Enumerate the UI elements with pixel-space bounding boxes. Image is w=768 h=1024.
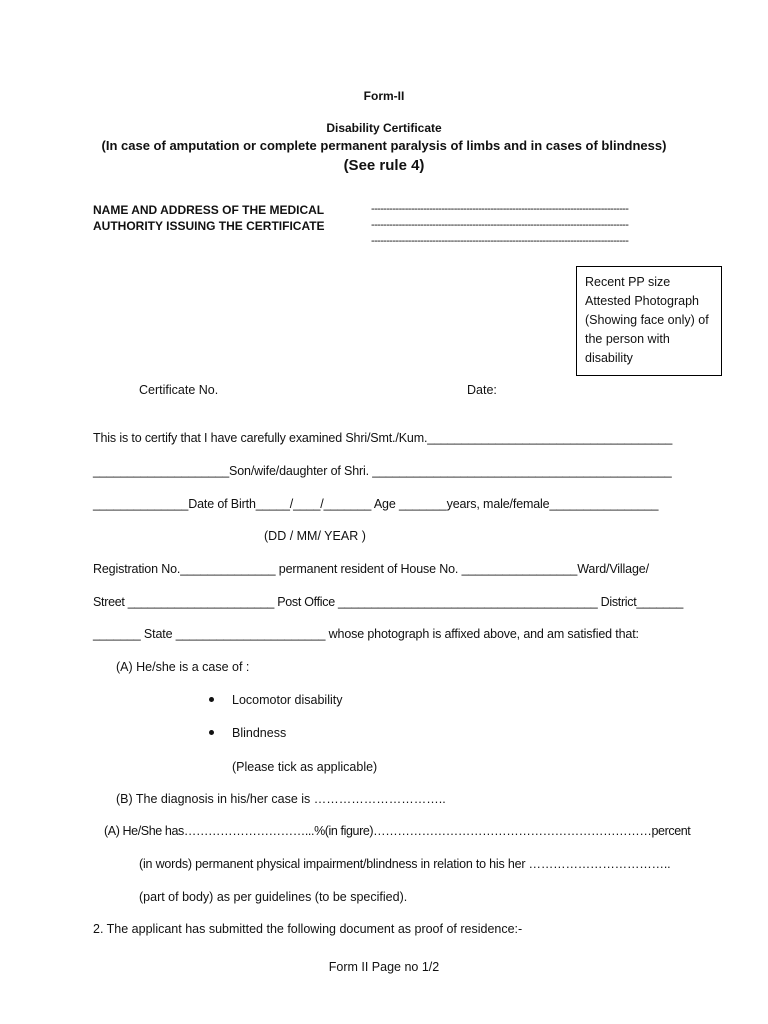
residence-proof-statement: 2. The applicant has submitted the following document as proof of residence:- (93, 922, 523, 936)
page-footer: Form II Page no 1/2 (328, 960, 440, 974)
date-label: Date: (467, 383, 497, 397)
photo-box-line: Attested Photograph (585, 294, 699, 308)
certificate-title: Disability Certificate (326, 121, 442, 135)
body-line-6: Street ______________________ Post Office _______________________________________ District_______ (93, 595, 683, 609)
section-a-heading: (A) He/she is a case of : (116, 660, 250, 674)
bullet-icon (209, 730, 214, 735)
body-line-5: Registration No.______________ permanent resident of House No. _________________Ward/Village/ (93, 562, 649, 576)
certificate-subtitle: (In case of amputation or complete permanent paralysis of limbs and in cases of blindness) (101, 138, 667, 153)
date-format-hint: (DD / MM/ YEAR ) (264, 529, 366, 543)
photo-box-line: disability (585, 351, 633, 365)
bullet-icon (209, 697, 214, 702)
impairment-line-2: (in words) permanent physical impairment/blindness in relation to his her …………………………….. (139, 857, 671, 871)
body-line-1: This is to certify that I have carefully examined Shri/Smt./Kum.____________________________________ (93, 431, 673, 445)
certificate-no-label: Certificate No. (139, 383, 219, 397)
photo-box-line: (Showing face only) of (585, 313, 709, 327)
impairment-line-1: (A) He/She has…………………………...%(in figure)……………………………………………………………percent (104, 824, 691, 838)
authority-label-1: NAME AND ADDRESS OF THE MEDICAL (93, 203, 325, 217)
body-line-3: ______________Date of Birth_____/____/_______ Age _______years, male/female________________ (93, 497, 659, 511)
body-line-2: ____________________Son/wife/daughter of Shri. ____________________________________________ (93, 464, 672, 478)
photo-box-line: the person with (585, 332, 670, 346)
option-blindness: Blindness (232, 726, 287, 740)
option-locomotor: Locomotor disability (232, 693, 343, 707)
authority-blank-line-2: ------------------------------------------------------------------------------------ (371, 219, 629, 231)
form-id: Form-II (363, 89, 405, 103)
section-b-heading: (B) The diagnosis in his/her case is ………………………….. (116, 792, 446, 806)
tick-note: (Please tick as applicable) (232, 760, 378, 774)
authority-blank-line-3: ------------------------------------------------------------------------------------ (371, 235, 629, 247)
body-line-7: _______ State ______________________ whose photograph is affixed above, and am satisfied that: (93, 627, 639, 641)
rule-reference: (See rule 4) (343, 157, 425, 174)
authority-blank-line-1: ------------------------------------------------------------------------------------ (371, 203, 629, 215)
authority-label-2: AUTHORITY ISSUING THE CERTIFICATE (93, 219, 325, 233)
photo-box-line: Recent PP size (585, 275, 671, 289)
photo-box (576, 266, 722, 376)
impairment-line-3: (part of body) as per guidelines (to be specified). (139, 890, 408, 904)
